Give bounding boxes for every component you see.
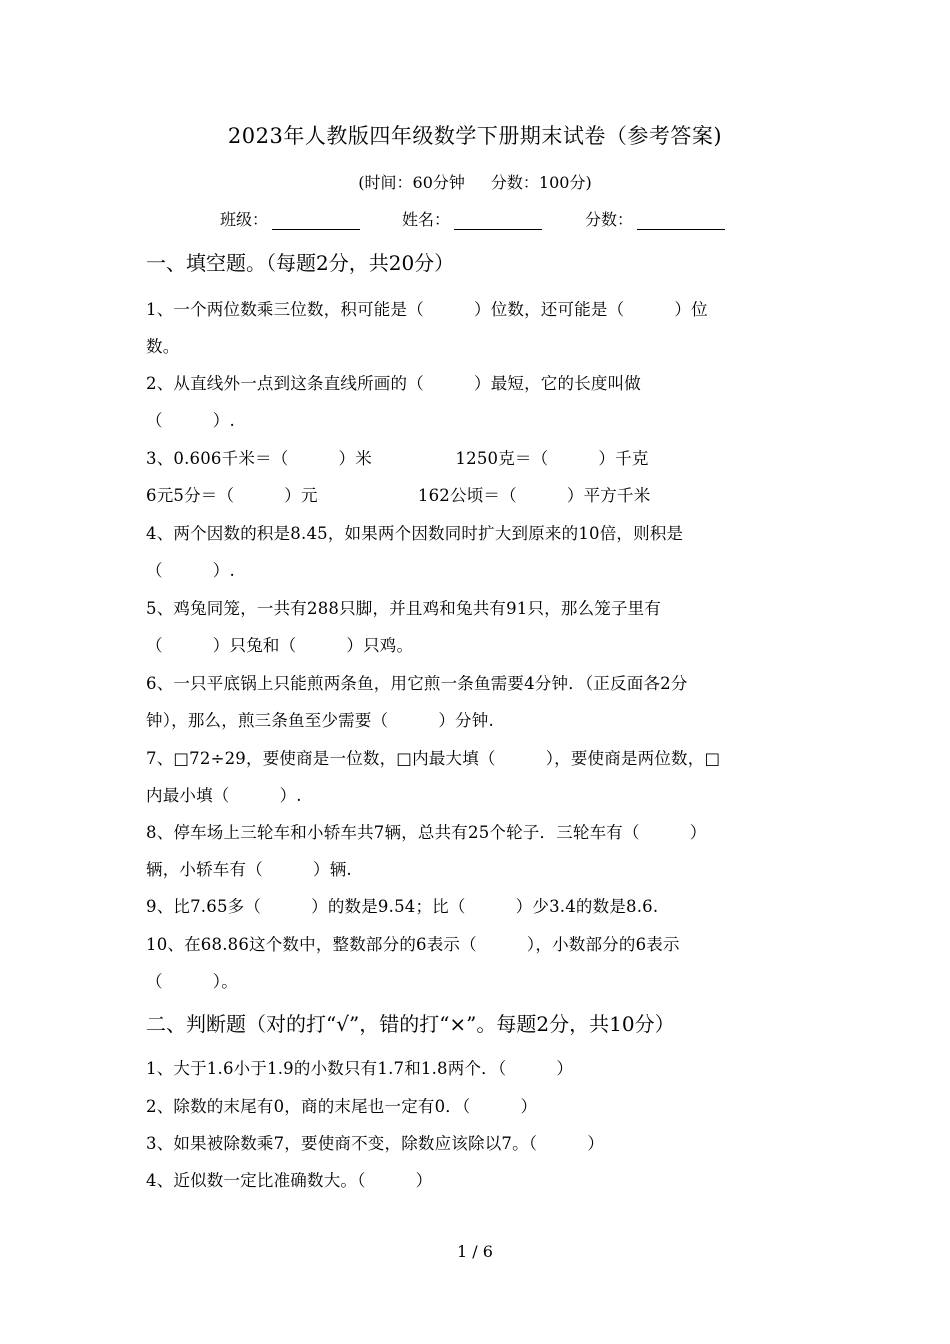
score-label: 分数： <box>585 210 634 229</box>
name-label: 姓名： <box>402 210 451 229</box>
true-false-line: 3、如果被除数乘7，要使商不变，除数应该除以7。（ ） <box>146 1134 605 1153</box>
fill-in-line: （ ）只兔和（ ）只鸡。 <box>146 636 414 655</box>
fill-in-line: 9、比7.65多（ ）的数是9.54；比（ ）少3.4的数是8.6. <box>146 897 659 916</box>
fill-in-line: 2、从直线外一点到这条直线所画的（ ）最短，它的长度叫做 <box>146 374 641 393</box>
section-fill-in-heading: 一、填空题。（每题2分，共20分） <box>146 251 455 275</box>
fill-in-line: （ ）。 <box>146 972 238 991</box>
fill-in-line: 7、□72÷29，要使商是一位数，□内最大填（ ），要使商是两位数，□ <box>146 749 721 768</box>
class-blank[interactable] <box>272 211 360 230</box>
page-number: 1 / 6 <box>457 1242 493 1261</box>
section-true-false-heading: 二、判断题（对的打“√”，错的打“×”。每题2分，共10分） <box>146 1012 675 1036</box>
exam-title: 2023年人教版四年级数学下册期末试卷（参考答案) <box>227 124 723 148</box>
exam-time: (时间：60分钟 <box>358 173 465 192</box>
fill-in-line: 辆，小轿车有（ ）辆. <box>146 860 352 879</box>
fill-in-line: 3、0.606千米＝（ ）米 1250克＝（ ）千克 <box>146 449 649 468</box>
fill-in-line: 1、一个两位数乘三位数，积可能是（ ）位数，还可能是（ ）位 <box>146 300 708 319</box>
exam-total-score: 分数：100分) <box>490 173 592 192</box>
fill-in-line: （ ）. <box>146 411 235 430</box>
exam-subtitle <box>0 170 950 193</box>
true-false-line: 1、大于1.6小于1.9的小数只有1.7和1.8两个．（ ） <box>146 1059 574 1078</box>
fill-in-line: 5、鸡兔同笼，一共有288只脚，并且鸡和兔共有91只，那么笼子里有 <box>146 599 662 618</box>
fill-in-line: （ ）. <box>146 561 235 580</box>
fill-in-line: 内最小填（ ）. <box>146 786 302 805</box>
fill-in-line: 钟），那么，煎三条鱼至少需要（ ）分钟. <box>146 711 494 730</box>
name-blank[interactable] <box>454 211 542 230</box>
fill-in-line: 10、在68.86这个数中，整数部分的6表示（ ），小数部分的6表示 <box>146 935 680 954</box>
score-field <box>585 207 725 230</box>
class-field <box>220 207 360 230</box>
class-label: 班级： <box>220 210 269 229</box>
score-blank[interactable] <box>637 211 725 230</box>
fill-in-line: 6元5分＝（ ）元 162公顷＝（ ）平方千米 <box>146 486 651 505</box>
true-false-line: 2、除数的末尾有0，商的末尾也一定有0．（ ） <box>146 1097 538 1116</box>
fill-in-line: 6、一只平底锅上只能煎两条鱼，用它煎一条鱼需要4分钟．（正反面各2分 <box>146 674 688 693</box>
name-field <box>402 207 542 230</box>
fill-in-line: 4、两个因数的积是8.45，如果两个因数同时扩大到原来的10倍，则积是 <box>146 524 684 543</box>
true-false-line: 4、近似数一定比准确数大。（ ） <box>146 1171 433 1190</box>
fill-in-line: 8、停车场上三轮车和小轿车共7辆，总共有25个轮子．三轮车有（ ） <box>146 823 707 842</box>
fill-in-line: 数。 <box>146 337 180 356</box>
